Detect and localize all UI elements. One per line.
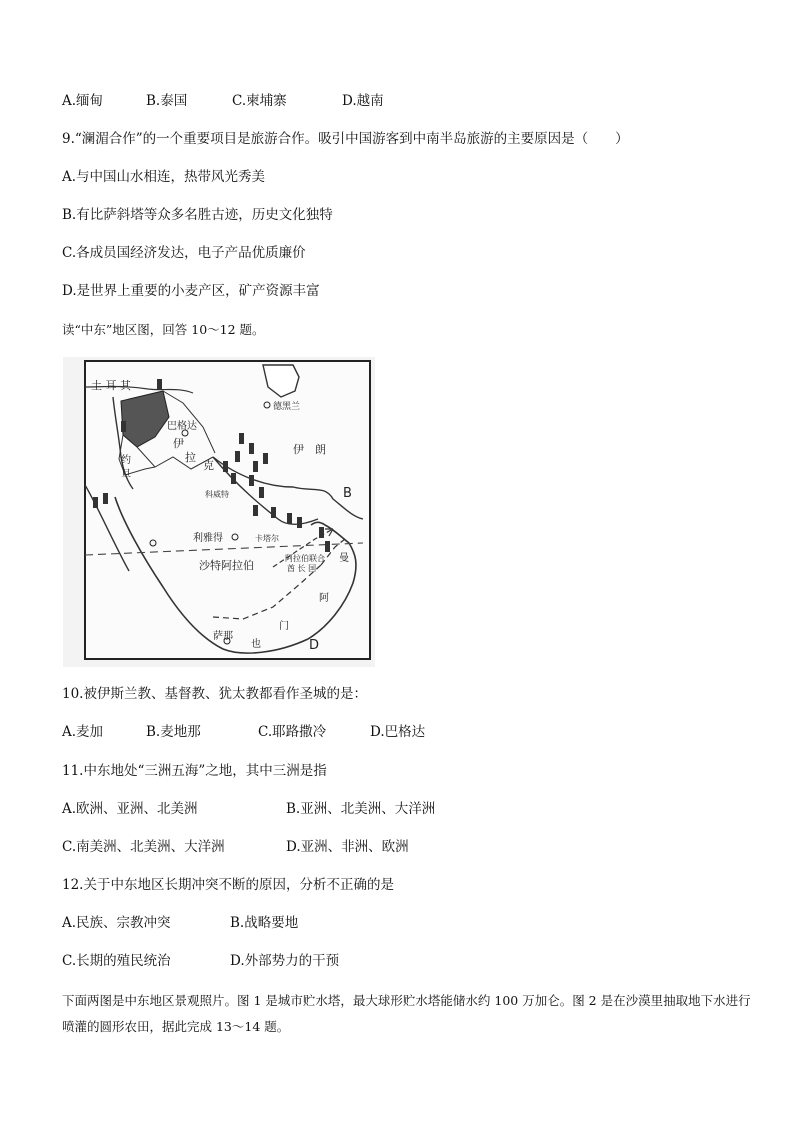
oil-icon [287,513,292,524]
oil-icon [249,443,254,454]
label-saudi: 沙特阿拉伯 [199,559,254,572]
q10-option-a[interactable]: A.麦加 [62,724,104,740]
label-kuwait: 科威特 [205,490,229,499]
label-tehran: 德黑兰 [273,402,301,412]
label-iraq-3: 克 [203,459,214,472]
label-uae-1: 阿拉伯联合 [285,554,325,563]
q8-option-b[interactable]: B.泰国 [146,93,188,109]
label-yemen-2: 门 [279,621,289,632]
q8-option-a[interactable]: A.缅甸 [62,93,104,109]
label-iran-1: 伊 [293,443,304,456]
label-doha: 卡塔尔 [255,534,279,543]
oil-icon [259,487,264,498]
q11-option-d[interactable]: D.亚洲、非洲、欧洲 [286,839,409,855]
q12-option-a[interactable]: A.民族、宗教冲突 [62,915,171,931]
label-sanaa: 萨那 [213,631,233,642]
oil-icon [271,507,276,518]
q9-option-a[interactable]: A.与中国山水相连，热带风光秀美 [62,169,266,185]
q9-option-d[interactable]: D.是世界上重要的小麦产区，矿产资源丰富 [62,283,320,299]
oil-icon [223,461,228,472]
label-oman-1: 曼 [339,553,349,564]
oil-icon [319,527,324,538]
oil-icon [263,453,268,464]
q9-stem: 9.“澜湄合作”的一个重要项目是旅游合作。吸引中国游客到中南半岛旅游的主要原因是（ ） [62,131,629,147]
label-point-d: D [309,638,320,653]
oil-icon [239,433,244,444]
label-jordan-1: 约 [121,455,131,466]
label-point-b: B [343,486,352,501]
q9-option-c[interactable]: C.各成员国经济发达，电子产品优质廉价 [62,245,306,261]
oil-icon [93,497,98,508]
q8-option-c[interactable]: C.柬埔寨 [232,93,287,109]
q9-option-b[interactable]: B.有比萨斜塔等众多名胜古迹，历史文化独特 [62,207,333,223]
label-riyadh: 利雅得 [193,533,223,544]
label-iraq-2: 拉 [185,451,196,464]
oil-icon [103,493,108,504]
oil-icon [235,451,240,462]
q12-option-b[interactable]: B.战略要地 [230,915,299,931]
q12-option-c[interactable]: C.长期的殖民统治 [62,953,171,969]
label-oman-2: 阿 [319,593,329,604]
oil-icon [253,505,258,516]
oil-icon [121,421,126,432]
q10-option-b[interactable]: B.麦地那 [146,724,201,740]
q8-option-d[interactable]: D.越南 [342,93,384,109]
q12-stem: 12.关于中东地区长期冲突不断的原因，分析不正确的是 [62,877,394,893]
oil-icon [231,473,236,484]
q11-option-c[interactable]: C.南美洲、北美洲、大洋洲 [62,839,225,855]
label-uae-2: 酋 长 国 [287,564,317,573]
label-jordan-2: 旦 [121,469,131,480]
label-yemen-1: 也 [251,639,261,650]
oil-icon [297,517,302,528]
label-turkey: 土 耳 其 [91,379,131,392]
q11-stem: 11.中东地处“三洲五海”之地，其中三洲是指 [62,763,327,779]
q10-option-c[interactable]: C.耶路撒冷 [258,724,327,740]
q12-option-d[interactable]: D.外部势力的干预 [230,953,340,969]
oil-icon [253,461,258,472]
label-iran-2: 朗 [315,443,326,456]
oil-icon [157,379,162,390]
middle-east-map [63,357,375,667]
oil-icon [325,541,330,552]
label-iraq-1: 伊 [173,437,184,450]
q10-option-d[interactable]: D.巴格达 [370,724,426,740]
q11-option-a[interactable]: A.欧洲、亚洲、北美洲 [62,801,198,817]
q11-option-b[interactable]: B.亚洲、北美洲、大洋洲 [286,801,436,817]
label-baghdad: 巴格达 [167,421,197,432]
oil-icon [249,475,254,486]
intro-paragraph-13-14: 下面两图是中东地区景观照片。图 1 是城市贮水塔，最大球形贮水塔能储水约 100 万加仑。图 2 是在沙漠里抽取地下水进行喷灌的圆形农田，据此完成 13～14 题。 [62,993,751,1034]
q10-stem: 10.被伊斯兰教、基督教、犹太教都看作圣城的是： [62,686,367,702]
map-intro: 读“中东”地区图，回答 10～12 题。 [62,322,265,337]
